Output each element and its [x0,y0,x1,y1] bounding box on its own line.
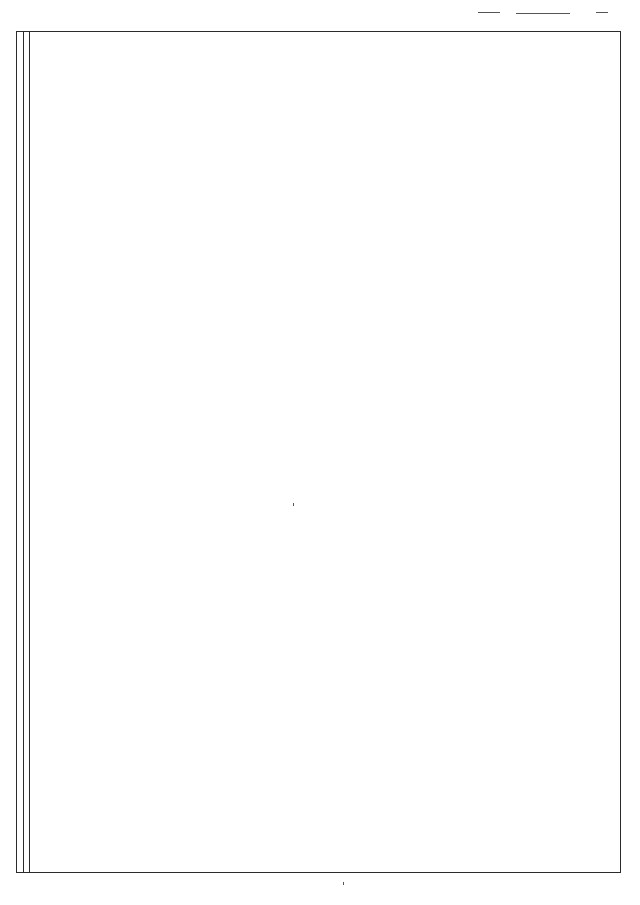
scan-mark [596,12,608,13]
scan-mark [516,13,570,14]
table-border-top [16,31,621,32]
header-separator-2 [29,31,30,873]
scan-mark [343,882,344,885]
table-border-right [620,31,621,873]
table-border-left [16,31,17,873]
scan-mark [478,12,500,13]
scan-mark [293,503,294,506]
table-border-bottom [16,872,621,873]
header-separator-1 [23,31,24,873]
